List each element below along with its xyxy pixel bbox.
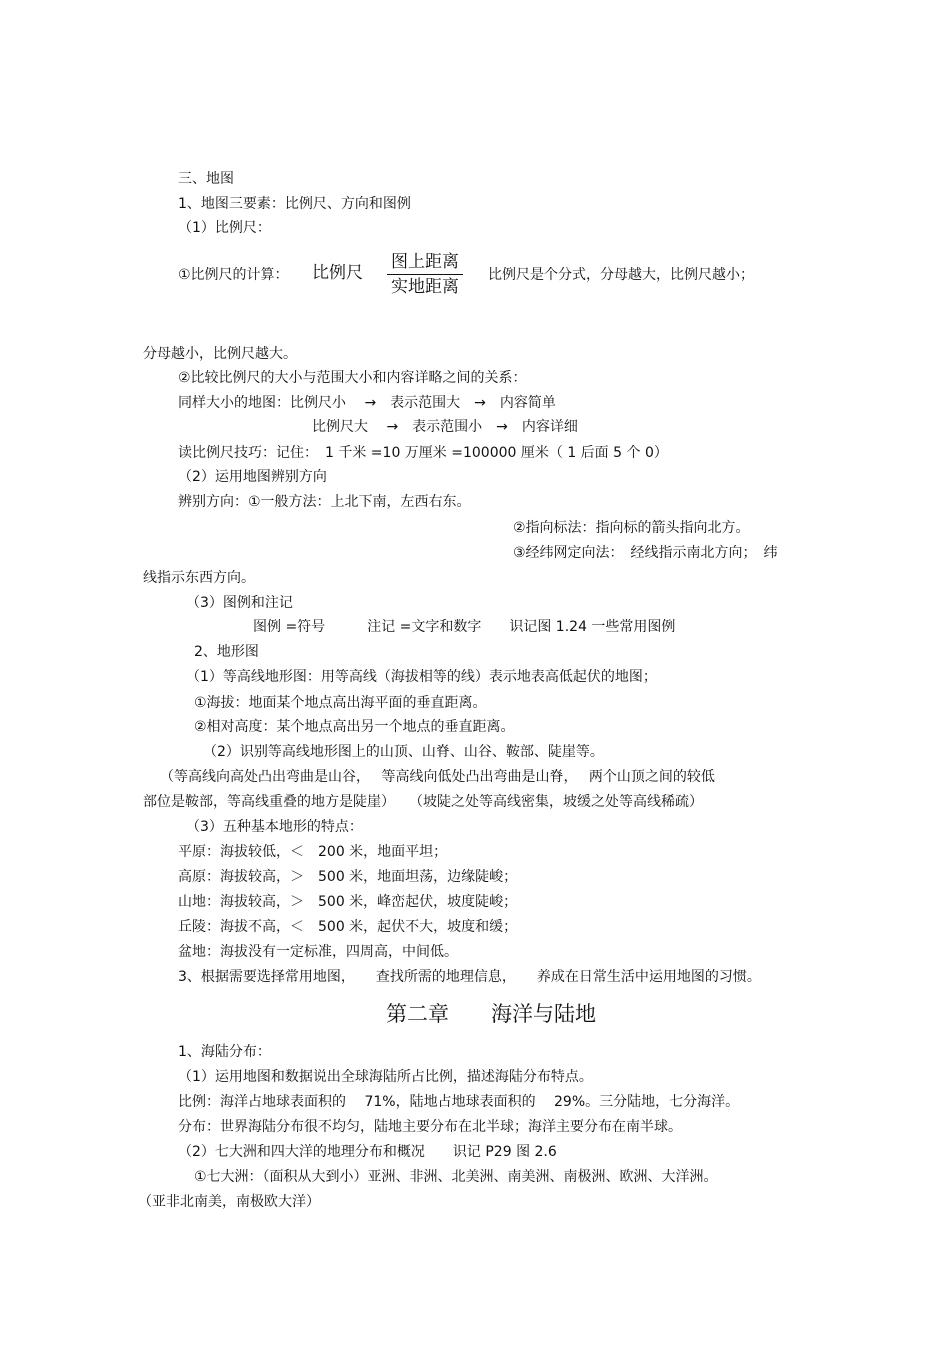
text-line: （1）运用地图和数据说出全球海陆所占比例，描述海陆分布特点。	[178, 1069, 593, 1085]
text-line: （等高线向高处凸出弯曲是山谷， 等高线向低处凸出弯曲是山脊， 两个山顶之间的较低	[160, 769, 715, 785]
text-line: ②指向标法：指向标的箭头指向北方。	[513, 520, 750, 536]
fraction-bar	[387, 274, 463, 275]
text-line: ①海拔：地面某个地点高出海平面的垂直距离。	[194, 695, 487, 711]
text-line: 图例 =符号 注记 =文字和数字 识记图 1.24 一些常用图例	[253, 619, 676, 635]
text-line: 高原：海拔较高，＞ 500 米，地面坦荡，边缘陡峻；	[178, 869, 518, 885]
text-line: ①比例尺的计算：	[178, 267, 289, 283]
text-line: 分布：世界海陆分布很不均匀，陆地主要分布在北半球；海洋主要分布在南半球。	[178, 1119, 682, 1135]
text-line: （2）七大洲和四大洋的地理分布和概况 识记 P29 图 2.6	[178, 1144, 557, 1160]
text-line: （3）五种基本地形的特点：	[186, 819, 363, 835]
section-heading-topo: 2、地形图	[194, 644, 259, 660]
text-line: （1）比例尺：	[178, 220, 271, 236]
text-line: 分母越小，比例尺越大。	[143, 346, 297, 362]
text-line: 比例尺大 → 表示范围小 → 内容详细	[312, 419, 578, 435]
text-line: 盆地：海拔没有一定标准，四周高，中间低。	[178, 944, 458, 960]
section-heading-map: 三、地图	[178, 171, 234, 187]
text-line: ②相对高度：某个地点高出另一个地点的垂直距离。	[194, 719, 515, 735]
text-line: ①七大洲：（面积从大到小）亚洲、非洲、北美洲、南美洲、南极洲、欧洲、大洋洲。	[194, 1169, 718, 1185]
text-line: 读比例尺技巧：记住： 1 千米 =10 万厘米 =100000 厘米（ 1 后面 5 个 0）	[178, 445, 668, 461]
text-line: 比例尺是个分式，分母越大，比例尺越小；	[488, 267, 754, 283]
scale-fraction	[387, 251, 463, 298]
fraction-denominator: 实地距离	[391, 277, 459, 297]
formula-lhs: 比例尺	[312, 263, 363, 283]
text-line: （3）图例和注记	[186, 595, 293, 611]
text-line: 1、海陆分布：	[178, 1044, 271, 1060]
text-line: 平原：海拔较低，＜ 200 米，地面平坦；	[178, 844, 448, 860]
text-line: 比例：海洋占地球表面积的 71%，陆地占地球表面积的 29%。三分陆地，七分海洋。	[178, 1094, 740, 1110]
text-line: 同样大小的地图：比例尺小 → 表示范围大 → 内容简单	[178, 395, 556, 411]
chapter-title: 第二章 海洋与陆地	[386, 1002, 596, 1026]
text-line: 3、根据需要选择常用地图， 查找所需的地理信息， 养成在日常生活中运用地图的习惯。	[178, 969, 761, 985]
text-line: 辨别方向：①一般方法：上北下南，左西右东。	[178, 494, 471, 510]
text-line: 山地：海拔较高，＞ 500 米，峰峦起伏，坡度陡峻；	[178, 894, 518, 910]
text-line: （2）运用地图辨别方向	[178, 469, 327, 485]
fraction-numerator: 图上距离	[391, 252, 459, 272]
text-line: 1、地图三要素：比例尺、方向和图例	[178, 196, 411, 212]
text-line: （2）识别等高线地形图上的山顶、山脊、山谷、鞍部、陡崖等。	[203, 744, 604, 760]
text-line: ③经纬网定向法： 经线指示南北方向； 纬	[513, 545, 778, 561]
text-line: 部位是鞍部，等高线重叠的地方是陡崖） （坡陡之处等高线密集，坡缓之处等高线稀疏）	[143, 794, 703, 810]
text-line: 线指示东西方向。	[143, 570, 255, 586]
text-line: （亚非北南美，南极欧大洋）	[138, 1194, 320, 1210]
text-line: ②比较比例尺的大小与范围大小和内容详略之间的关系：	[178, 370, 527, 386]
text-line: （1）等高线地形图：用等高线（海拔相等的线）表示地表高低起伏的地图；	[186, 669, 657, 685]
text-line: 丘陵：海拔不高，＜ 500 米，起伏不大，坡度和缓；	[178, 919, 518, 935]
